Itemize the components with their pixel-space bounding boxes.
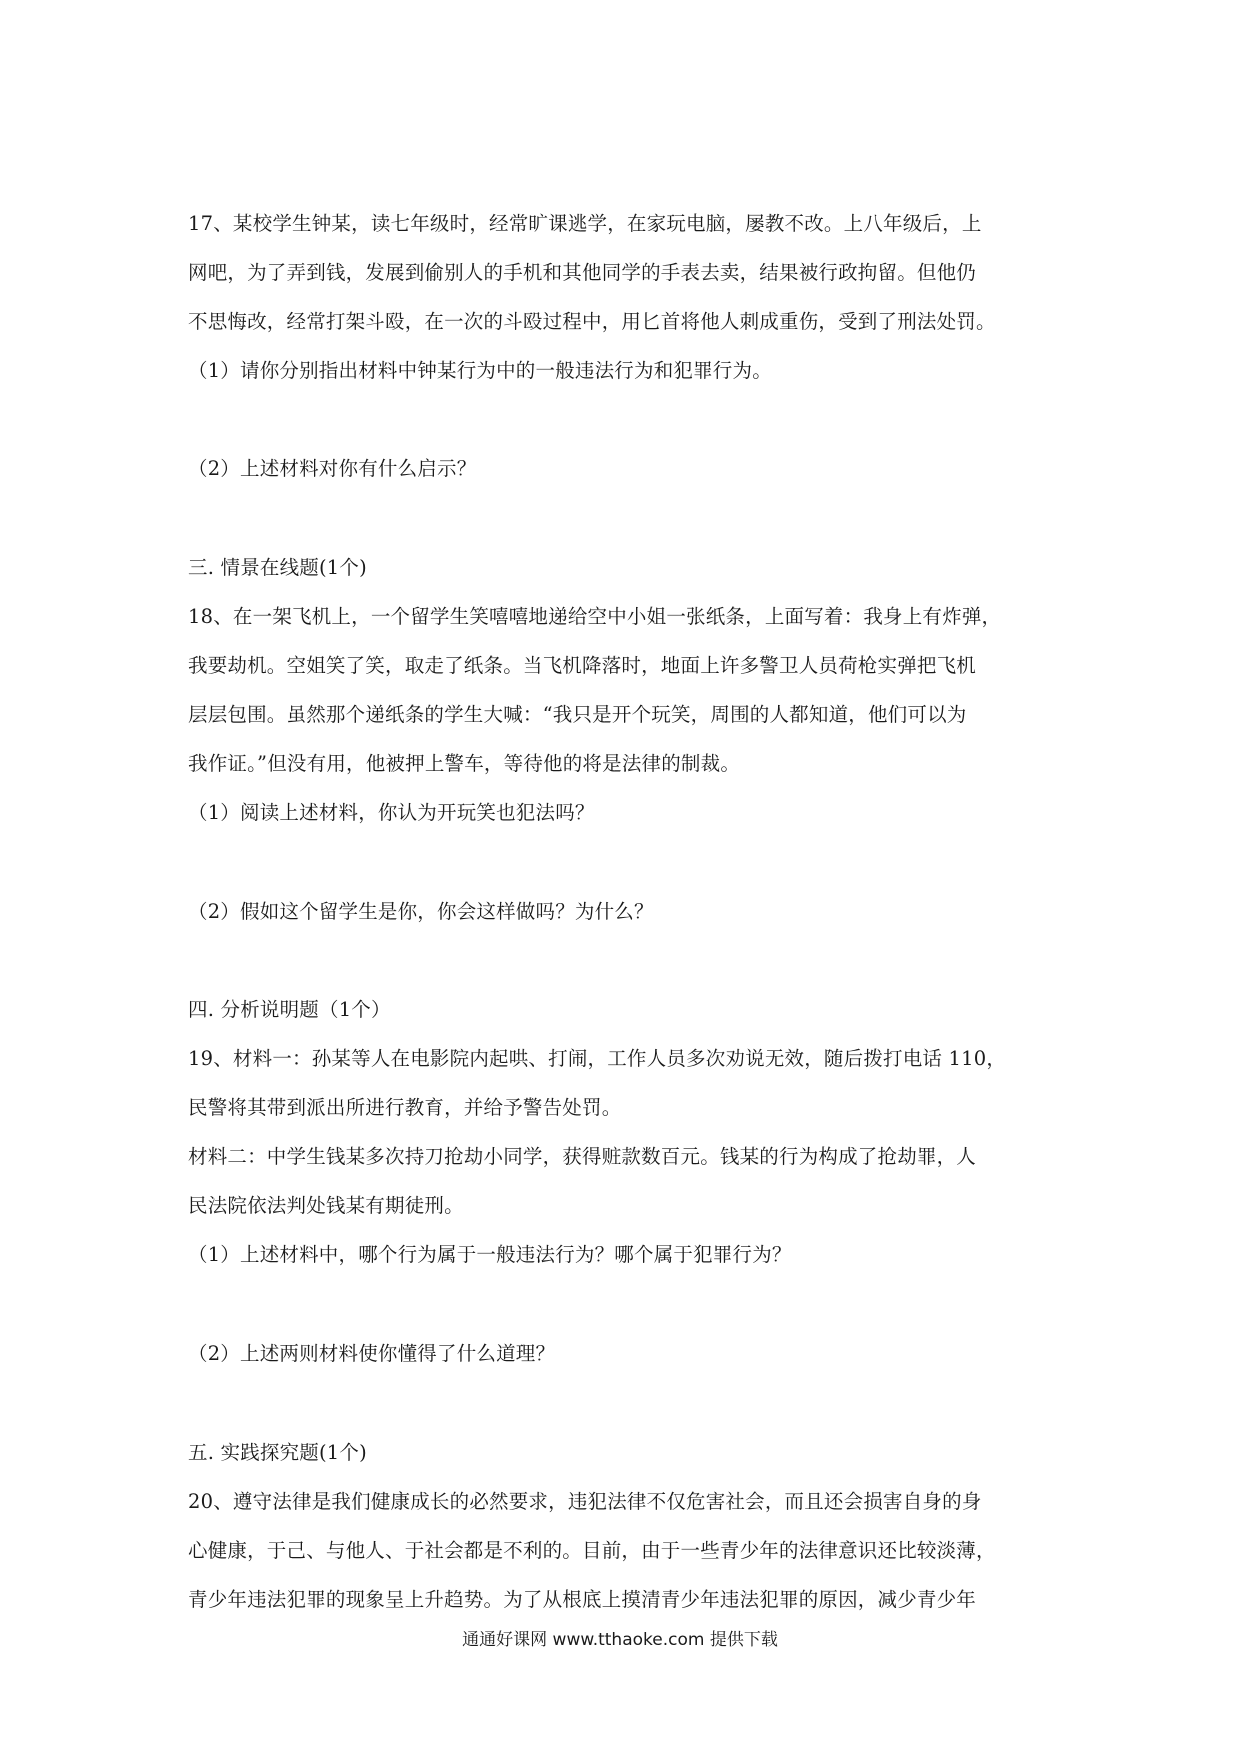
q18-line-2: 我要劫机。空姐笑了笑，取走了纸条。当飞机降落时，地面上许多警卫人员荷枪实弹把飞机 [188,654,977,677]
section-5-heading: 五. 实践探究题(1个) [188,1441,367,1464]
section-4-heading: 四. 分析说明题（1个） [188,998,391,1021]
q17-line-2: 网吧，为了弄到钱，发展到偷别人的手机和其他同学的手表去卖，结果被行政拘留。但他仍 [188,261,977,284]
q20-line-2: 心健康，于己、与他人、于社会都是不利的。目前，由于一些青少年的法律意识还比较淡薄， [188,1539,996,1562]
q19-line-3: 材料二：中学生钱某多次持刀抢劫小同学，获得赃款数百元。钱某的行为构成了抢劫罪，人 [188,1145,977,1168]
q19-subquestion-2: （2）上述两则材料使你懂得了什么道理？ [188,1342,556,1365]
q17-subquestion-1: （1）请你分别指出材料中钟某行为中的一般违法行为和犯罪行为。 [188,359,772,382]
q18-line-4: 我作证。”但没有用，他被押上警车，等待他的将是法律的制裁。 [188,752,741,775]
q17-subquestion-2: （2）上述材料对你有什么启示？ [188,457,477,480]
q18-line-1: 18、在一架飞机上，一个留学生笑嘻嘻地递给空中小姐一张纸条，上面写着：我身上有炸弹， [188,605,1002,628]
q19-line-2: 民警将其带到派出所进行教育，并给予警告处罚。 [188,1096,622,1119]
q20-line-3: 青少年违法犯罪的现象呈上升趋势。为了从根底上摸清青少年违法犯罪的原因，减少青少年 [188,1588,977,1611]
q19-subquestion-1: （1）上述材料中，哪个行为属于一般违法行为？哪个属于犯罪行为？ [188,1243,792,1266]
q17-line-3: 不思悔改，经常打架斗殴，在一次的斗殴过程中，用匕首将他人刺成重伤，受到了刑法处罚。 [188,310,996,333]
q19-line-4: 民法院依法判处钱某有期徒刑。 [188,1194,464,1217]
q18-line-3: 层层包围。虽然那个递纸条的学生大喊：“我只是开个玩笑，周围的人都知道，他们可以为 [188,703,967,726]
q18-subquestion-1: （1）阅读上述材料，你认为开玩笑也犯法吗？ [188,801,595,824]
page-footer: 通通好课网 www.tthaoke.com 提供下载 [462,1630,778,1650]
q20-line-1: 20、遵守法律是我们健康成长的必然要求，违犯法律不仅危害社会，而且还会损害自身的身 [188,1490,982,1513]
section-3-heading: 三. 情景在线题(1个) [188,556,367,579]
q17-line-1: 17、某校学生钟某，读七年级时，经常旷课逃学，在家玩电脑，屡教不改。上八年级后，上 [188,212,982,235]
q19-line-1: 19、材料一：孙某等人在电影院内起哄、打闹，工作人员多次劝说无效，随后拨打电话 110， [188,1047,1007,1070]
q18-subquestion-2: （2）假如这个留学生是你，你会这样做吗？为什么？ [188,900,654,923]
